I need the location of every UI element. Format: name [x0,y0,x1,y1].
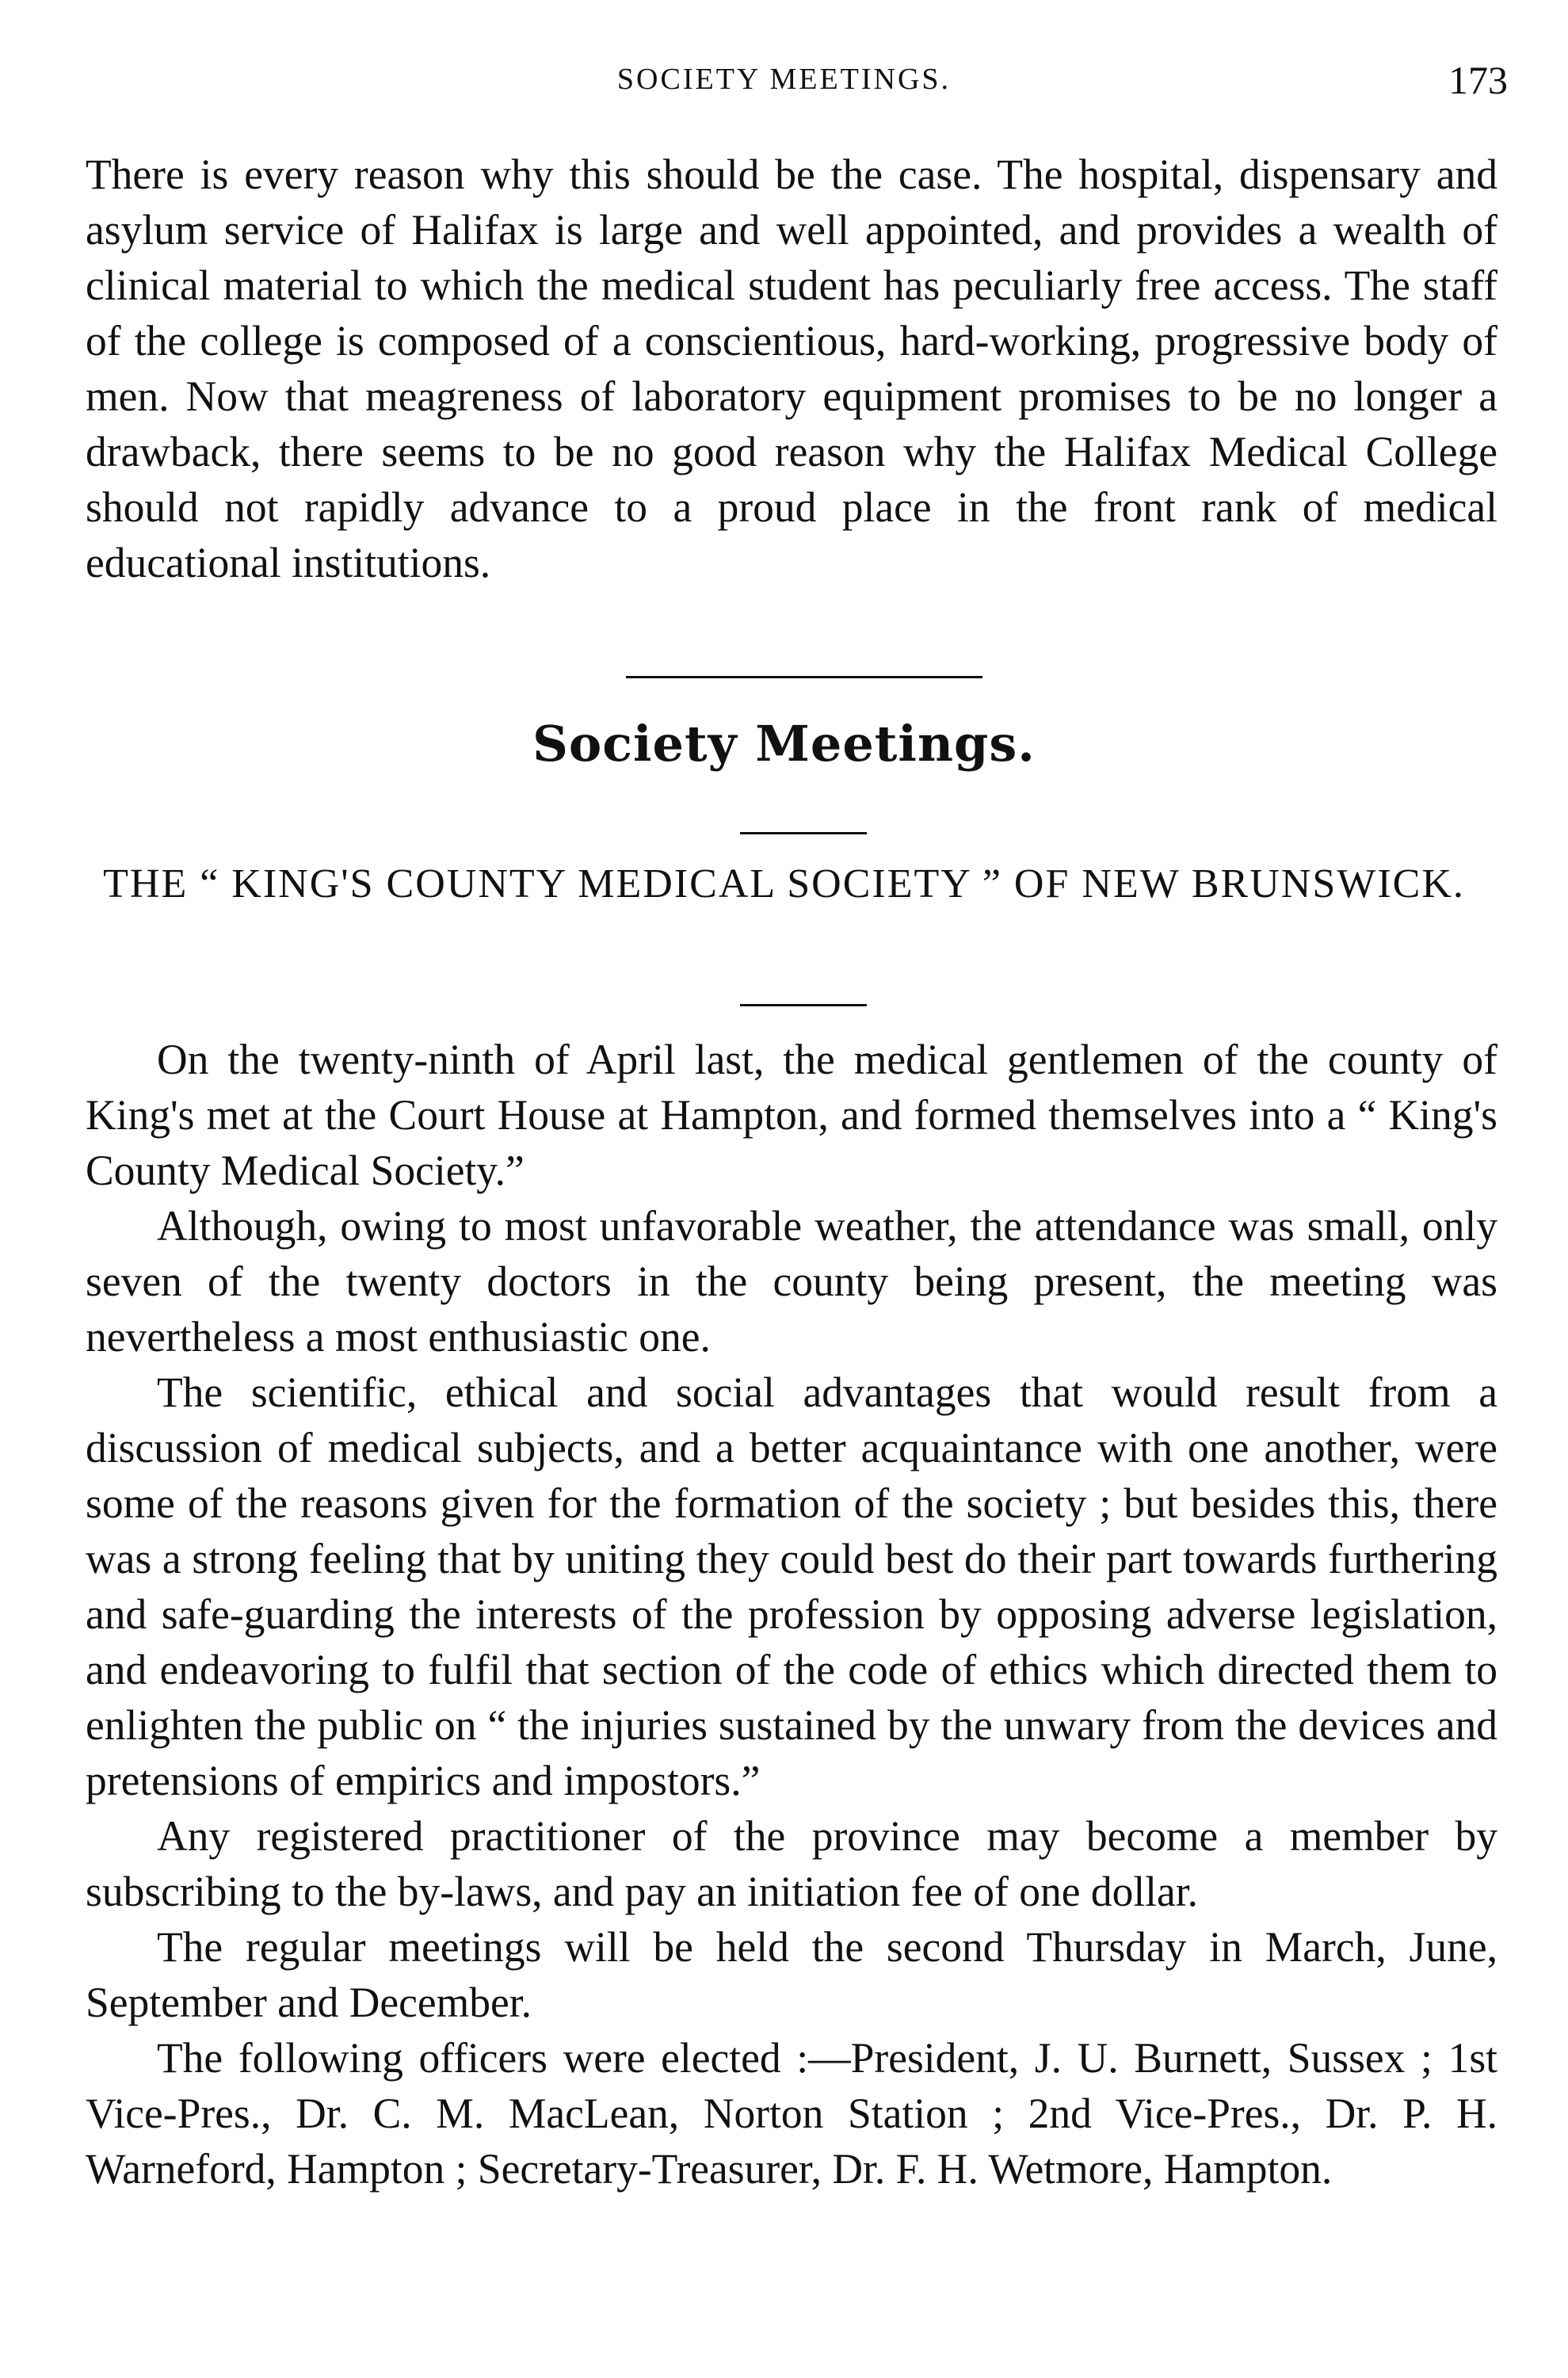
intro-paragraph: There is every reason why this should be the case. The hospital, dispensary and asylum service of Halifax is large and well appointed, and provides a wealth of clinical material to which the medical student has peculiarly free access. The staff of the college is composed of a conscientious, hard-working, progressive body of men. Now that meagreness of laboratory equipment promises to be no longer a drawback, there seems to be no good reason why the Halifax Medical College should not rapidly advance to a proud place in the front rank of medical educational institutions. [86,151,1497,586]
section-divider [626,676,982,678]
heading-rule-bottom [740,1004,867,1006]
heading-rule-top [740,832,867,834]
section-heading: Society Meetings. [532,715,1036,773]
running-head [0,58,1568,109]
running-title: SOCIETY MEETINGS. [616,63,952,96]
report-paragraph: The regular meetings will be held the second Thursday in March, June, September and December. [86,1923,1497,2026]
report-paragraph: Any registered practitioner of the province may become a member by subscribing to the by-laws, and pay an initiation fee of one dollar. [86,1812,1497,1915]
intro-text [86,147,1497,590]
report-paragraph: Although, owing to most unfavorable weather, the attendance was small, only seven of the twenty doctors in the county being present, the meeting was nevertheless a most enthusiastic one. [86,1202,1497,1361]
page-number: 173 [1448,58,1508,102]
report-paragraph: On the twenty-ninth of April last, the medical gentlemen of the county of King's met at the Court House at Hampton, and formed themselves into a “ King's County Medical Society.” [86,1036,1497,1194]
officers-paragraph: The following officers were elected :—President, J. U. Burnett, Sussex ; 1st Vice-Pres., Dr. C. M. MacLean, Norton Station ; 2nd Vice-Pres., Dr. P. H. Warneford, Hampton ; Secretary-Treasurer, Dr. F. H. Wetmore, Hampton. [86,2034,1497,2193]
report-paragraph: The scientific, ethical and social advantages that would result from a discussion of medical subjects, and a better acquaintance with one another, were some of the reasons given for the formation of the society ; but besides this, there was a strong feeling that by uniting they could best do their part towards furthering and safe-guarding the interests of the profession by opposing adverse legislation, and endeavoring to fulfil that section of the code of ethics which directed them to enlighten the public on “ the injuries sustained by the unwary from the devices and pretensions of empirics and impostors.” [86,1368,1497,1804]
society-title: THE “ KING'S COUNTY MEDICAL SOCIETY ” OF NEW BRUNSWICK. [103,861,1465,907]
meeting-report [86,1032,1497,2197]
